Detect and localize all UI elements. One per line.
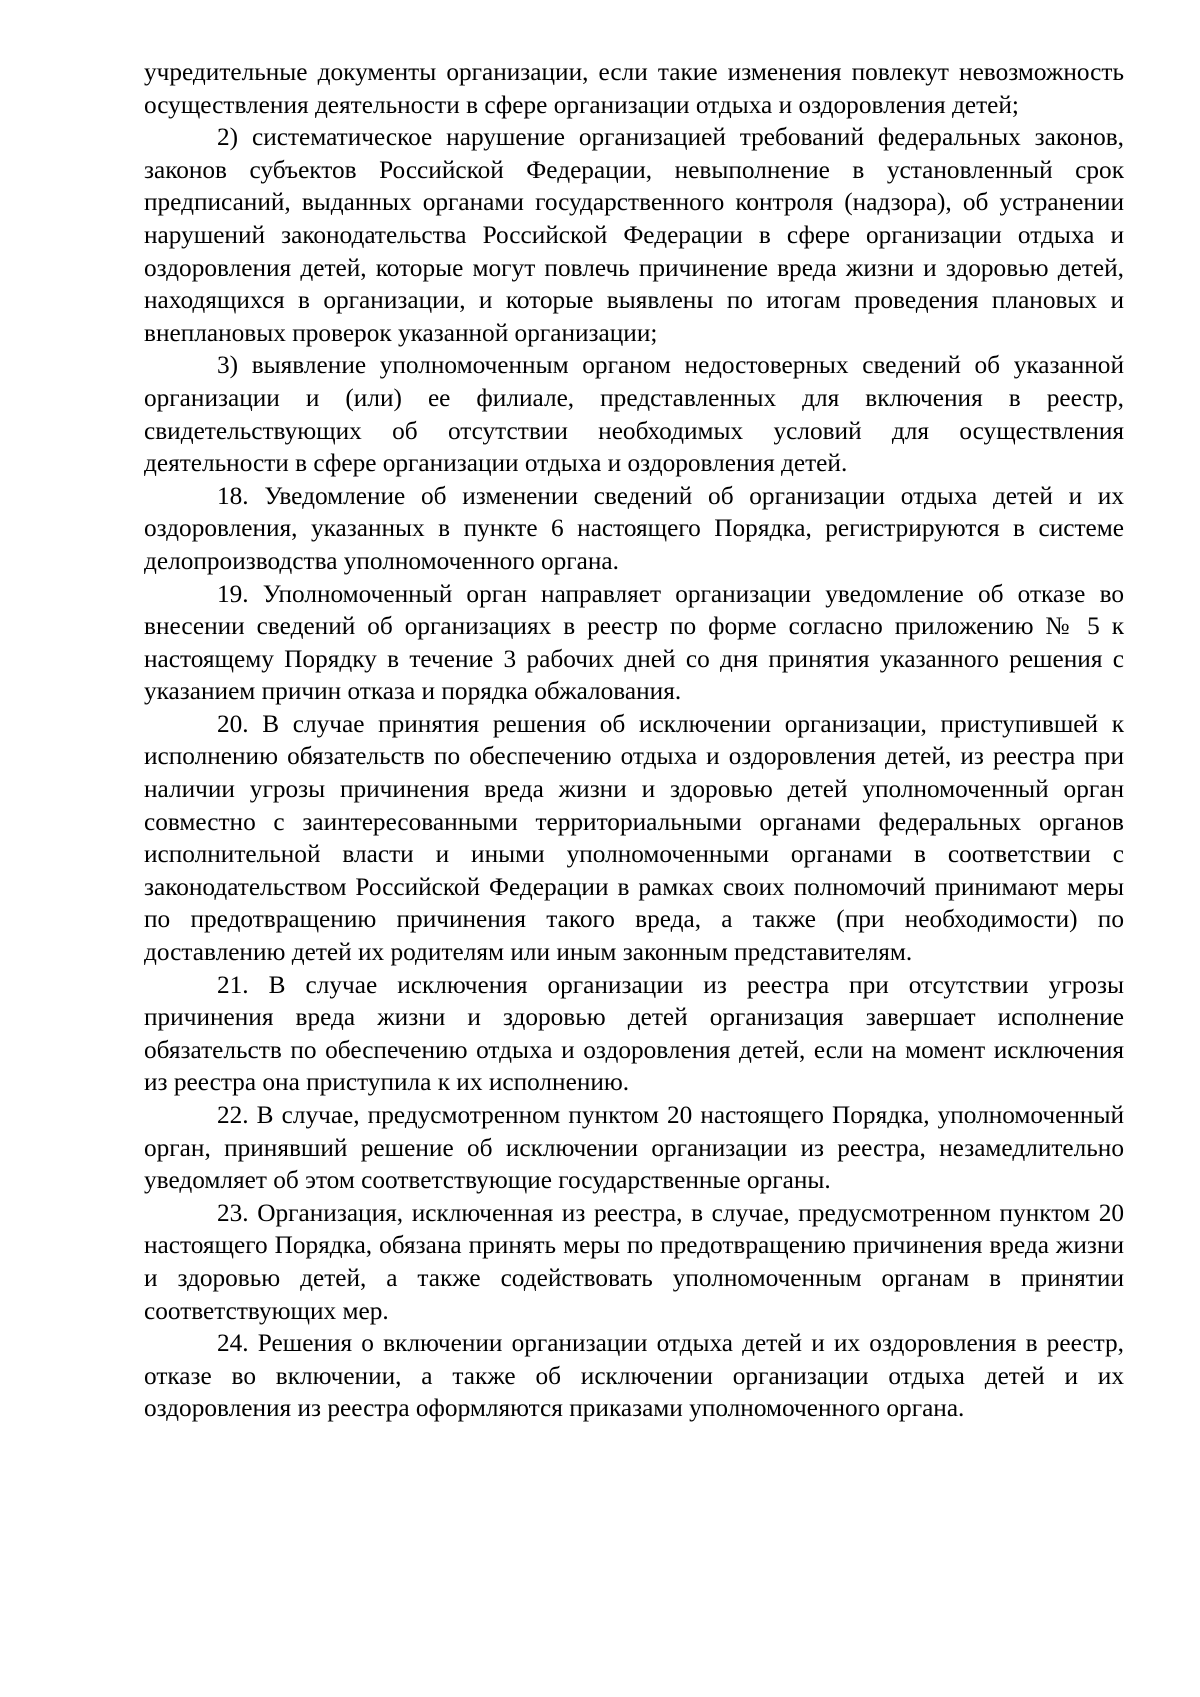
document-page xyxy=(144,56,1124,1425)
paragraph-21: 21. В случае исключения организации из реестра при отсутствии угрозы причинения вреда жизни и здоровью детей организация завершает исполнение обязательств по обеспечению отдыха и оздоровления детей, если на момент исключения из реестра она приступила к их исполнению. xyxy=(144,970,1124,1097)
paragraph-18: 18. Уведомление об изменении сведений об организации отдыха детей и их оздоровления, указанных в пункте 6 настоящего Порядка, регистрируются в системе делопроизводства уполномоченного органа. xyxy=(144,481,1124,575)
paragraph-24: 24. Решения о включении организации отдыха детей и их оздоровления в реестр, отказе во включении, а также об исключении организации отдыха детей и их оздоровления из реестра оформляются приказами уполномоченного органа. xyxy=(144,1329,1124,1423)
paragraph-22: 22. В случае, предусмотренном пунктом 20 настоящего Порядка, уполномоченный орган, принявший решение об исключении организации из реестра, незамедлительно уведомляет об этом соответствующие государственные органы. xyxy=(144,1101,1124,1195)
paragraph-20: 20. В случае принятия решения об исключении организации, приступившей к исполнению обязательств по обеспечению отдыха и оздоровления детей, из реестра при наличии угрозы причинения вреда жизни и здоровью детей уполномоченный орган совместно с заинтересованными территориальными органами федеральных органов исполнительной власти и иными уполномоченными органами в соответствии с законодательством Российской Федерации в рамках своих полномочий принимают меры по предотвращению причинения такого вреда, а также (при необходимости) по доставлению детей их родителям или иным законным представителям. xyxy=(144,709,1124,967)
paragraph-19: 19. Уполномоченный орган направляет организации уведомление об отказе во внесении сведений об организациях в реестр по форме согласно приложению № 5 к настоящему Порядку в течение 3 рабочих дней со дня принятия указанного решения с указанием причин отказа и порядка обжалования. xyxy=(144,579,1124,706)
paragraph-item-2: 2) систематическое нарушение организацией требований федеральных законов, законов субъектов Российской Федерации, невыполнение в установленный срок предписаний, выданных органами государственного контроля (надзора), об устранении нарушений законодательства Российской Федерации в сфере организации отдыха и оздоровления детей, которые могут повлечь причинение вреда жизни и здоровью детей, находящихся в организации, и которые выявлены по итогам проведения плановых и внеплановых проверок указанной организации; xyxy=(144,123,1124,347)
paragraph-continuation: учредительные документы организации, если такие изменения повлекут невозможность осуществления деятельности в сфере организации отдыха и оздоровления детей; xyxy=(144,58,1124,119)
paragraph-item-3: 3) выявление уполномоченным органом недостоверных сведений об указанной организации и (или) ее филиале, представленных для включения в реестр, свидетельствующих об отсутствии необходимых условий для осуществления деятельности в сфере организации отдыха и оздоровления детей. xyxy=(144,351,1124,478)
paragraph-23: 23. Организация, исключенная из реестра, в случае, предусмотренном пунктом 20 настоящего Порядка, обязана принять меры по предотвращению причинения вреда жизни и здоровью детей, а также содействовать уполномоченным органам в принятии соответствующих мер. xyxy=(144,1198,1124,1325)
